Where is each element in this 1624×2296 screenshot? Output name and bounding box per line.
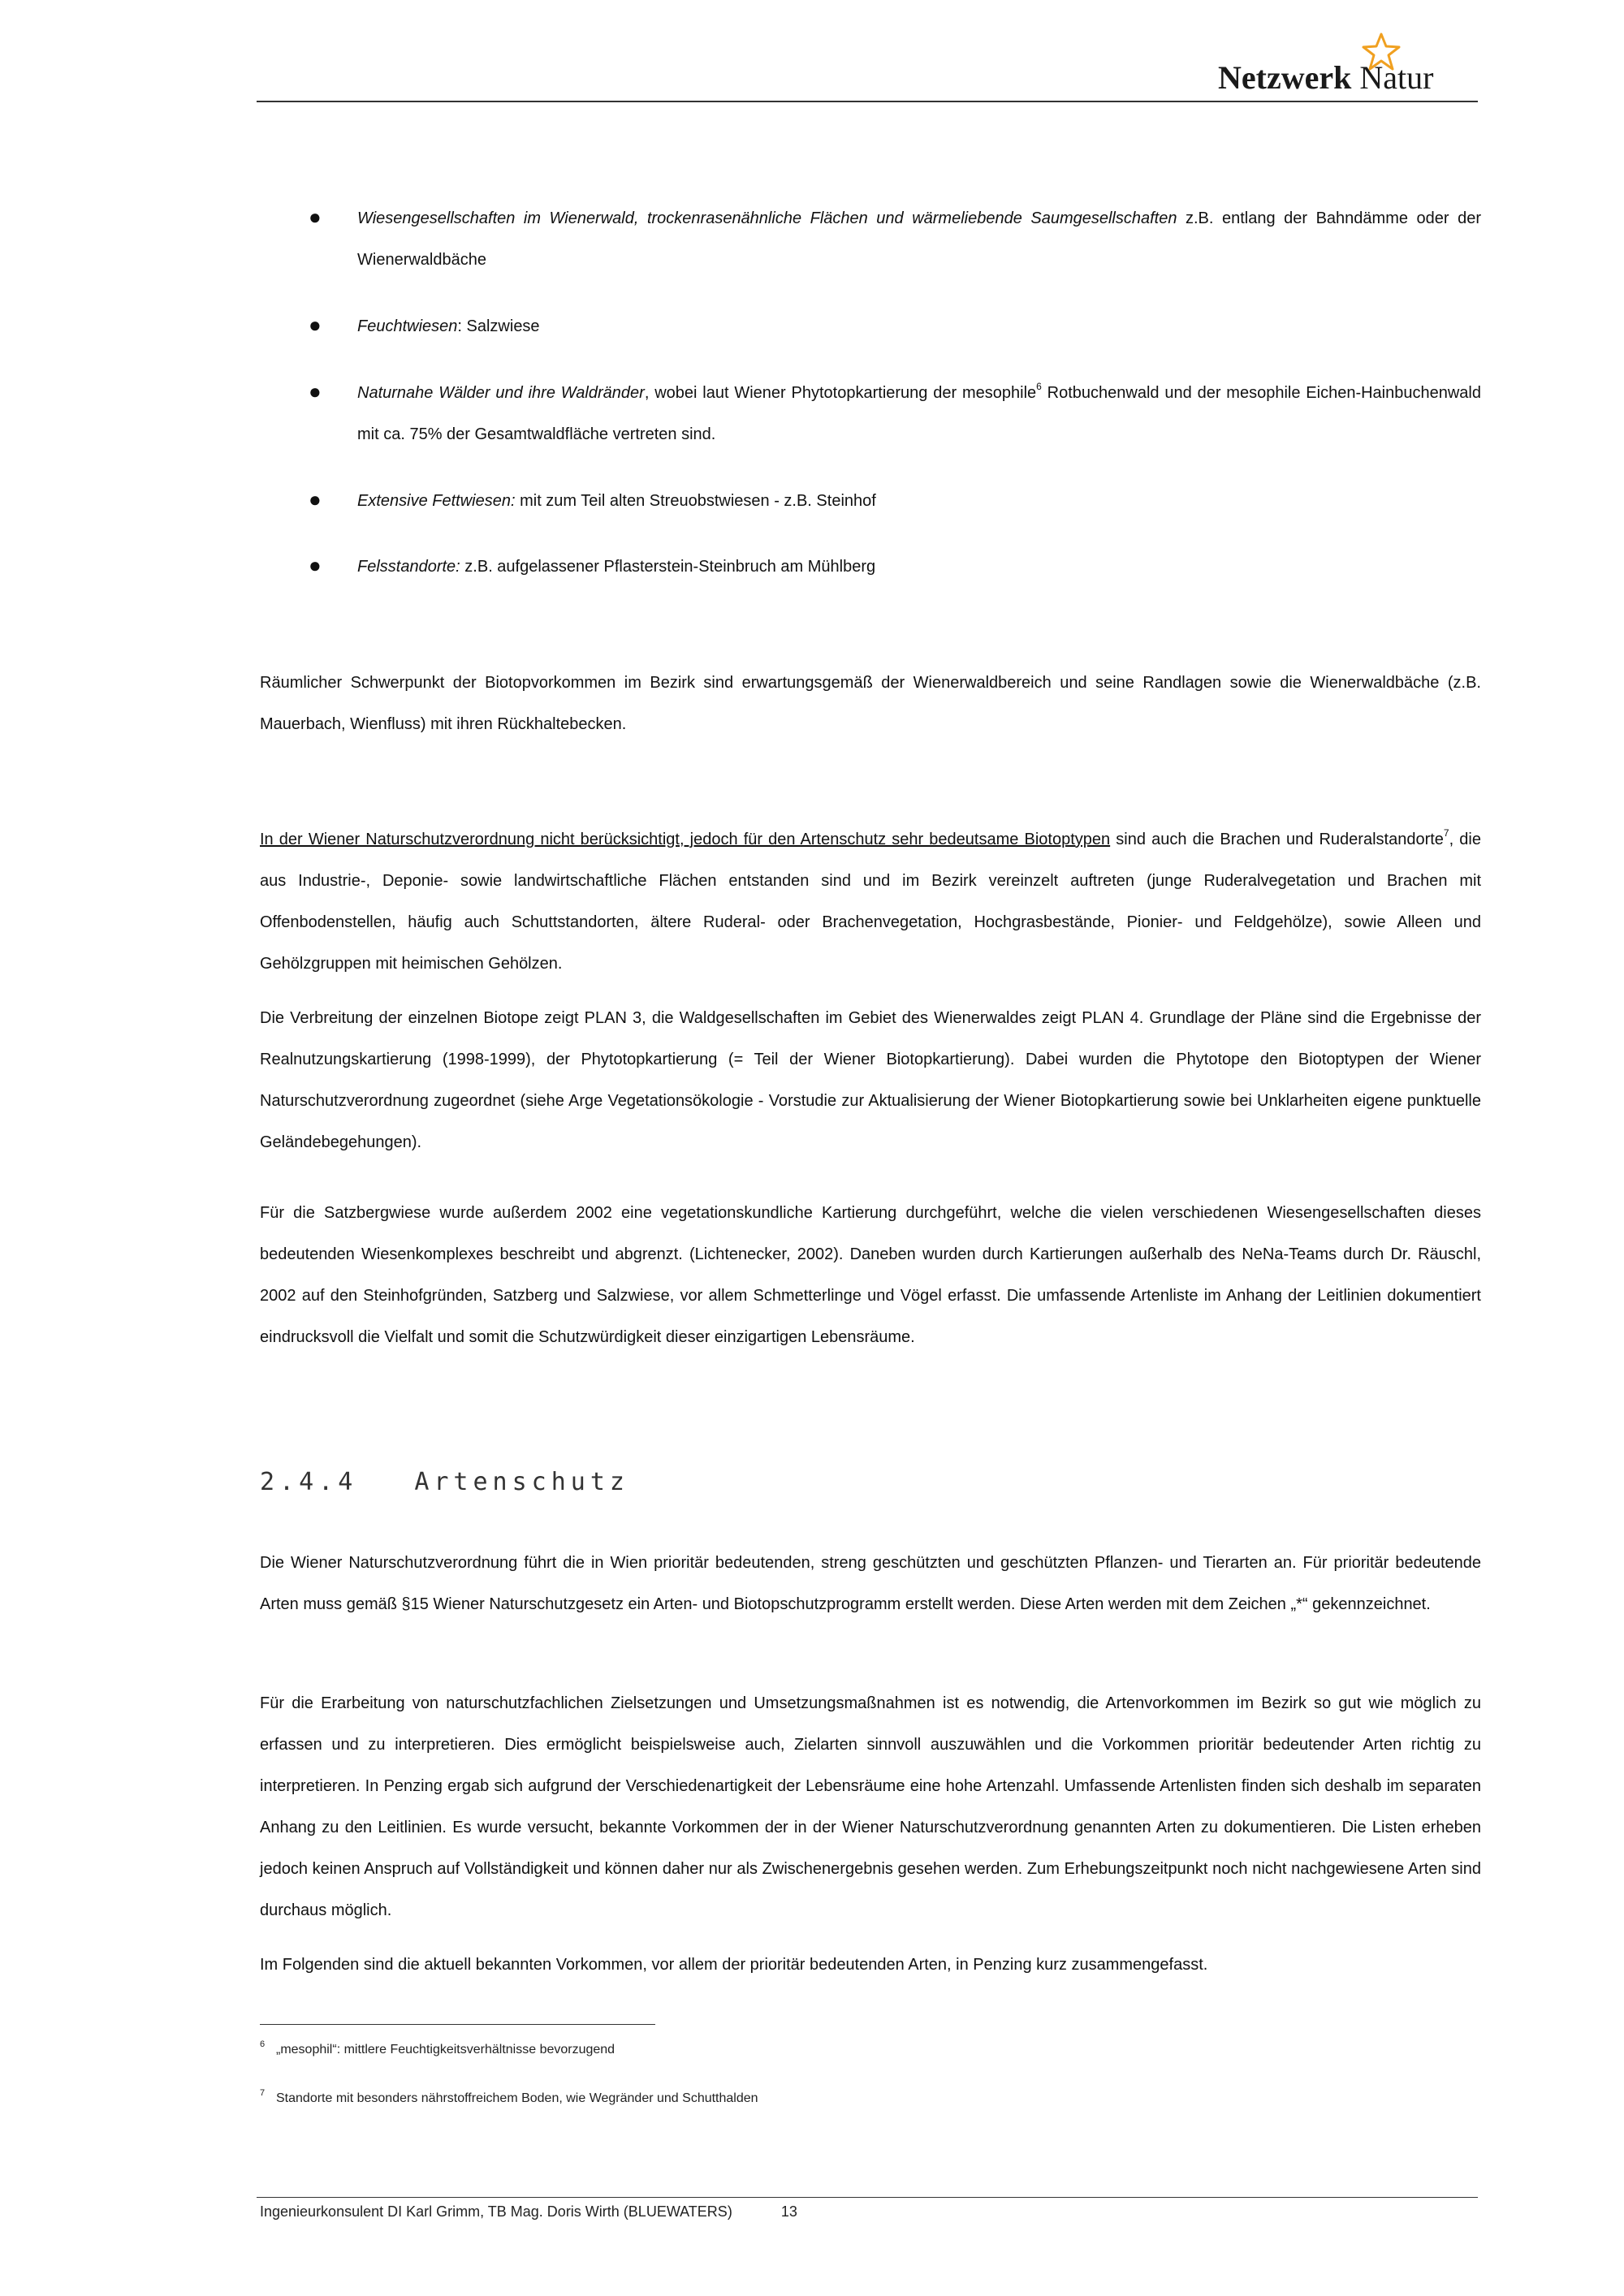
bullet-item-4: Extensive Fettwiesen: mit zum Teil alten Streuobstwiesen - z.B. Steinhof [357, 492, 876, 510]
bullet-dot: ● [309, 487, 322, 511]
paragraph-satzbergwiese: Für die Satzbergwiese wurde außerdem 2002 eine vegetationskundliche Kartierung durchgeführt, welche die vielen verschiedenen Wiesengesellschaften dieses bedeutenden Wiesenkomplexes beschreibt und abgrenzt. (Lichtenecker, 2002). Daneben wurden durch Kartierungen außerhalb des NeNa-Teams durch Dr. Räuschl, 2002 auf den Steinhofgründen, Satzberg und Salzwiese, vor allem Schmetterlinge und Vögel erfasst. Die umfassende Artenliste im Anhang der Leitlinien dokumentiert eindrucksvoll die Vielfalt und somit die Schutzwürdigkeit dieser einzigartigen Lebensräume. [260, 1204, 1481, 1346]
bullet-item-3: Naturnahe Wälder und ihre Waldränder, wobei laut Wiener Phytotopkartierung der mesophile$^6$ Rotbuchenwald und der mesophile Eichen-Hainbuchenwald mit ca. 75% der Gesamtwaldfläche vertreten sind. [357, 381, 1481, 443]
footnote-rule [260, 2024, 655, 2025]
bullet-dot: ● [309, 379, 322, 404]
logo-text: Netzwerk Natur [1218, 59, 1434, 96]
header-rule [257, 101, 1478, 102]
paragraph-naturschutzverordnung: Die Wiener Naturschutzverordnung führt die in Wien prioritär bedeutenden, streng geschützten und geschützten Pflanzen- und Tierarten an. Für prioritär bedeutende Arten muss gemäß §15 Wiener Naturschutzgesetz ein Arten- und Biotopschutzprogramm erstellt werden. Diese Arten werden mit dem Zeichen „*“ gekennzeichnet. [260, 1554, 1481, 1613]
page-number: 13 [780, 2203, 797, 2220]
star-figure-icon [1361, 32, 1402, 71]
paragraph-brachen: In der Wiener Naturschutzverordnung nicht berücksichtigt, jedoch für den Artenschutz sehr bedeutsame Biotoptypen sind auch die Brachen und Ruderalstandorte$^7$, die aus Industrie-, Deponie- sowie landwirtschaftliche Flächen entstanden sind und im Bezirk vereinzelt auftreten (junge Ruderalvegetation und Brachen mit Offenbodenstellen, häufig auch Schuttstandorten, ältere Ruderal- oder Brachenvegetation, Hochgrasbestände, Pionier- und Feldgehölze), sowie Alleen und Gehölzgruppen mit heimischen Gehölzen. [260, 827, 1481, 973]
paragraph-raeumlicher-schwerpunkt: Räumlicher Schwerpunkt der Biotopvorkommen im Bezirk sind erwartungsgemäß der Wienerwaldbereich und seine Randlagen sowie die Wienerwaldbäche (z.B. Mauerbach, Wienfluss) mit ihren Rückhaltebecken. [260, 674, 1481, 733]
bullet-dot: ● [309, 313, 322, 337]
bullet-item-2: Feuchtwiesen: Salzwiese [357, 317, 540, 335]
footer-author: Ingenieurkonsulent DI Karl Grimm, TB Mag. Doris Wirth (BLUEWATERS) [260, 2203, 732, 2220]
bullet-dot: ● [309, 553, 322, 577]
page-footer [260, 2203, 797, 2220]
paragraph-erarbeitung: Für die Erarbeitung von naturschutzfachlichen Zielsetzungen und Umsetzungsmaßnahmen ist es notwendig, die Artenvorkommen im Bezirk so gut wie möglich zu erfassen und zu interpretieren. Dies ermöglicht beispielsweise auch, Zielarten sinnvoll auszuwählen und die Vorkommen prioritär bedeutender Arten richtig zu interpretieren. In Penzing ergab sich aufgrund der Verschiedenartigkeit der Lebensräume eine hohe Artenzahl. Umfassende Artenlisten finden sich deshalb im separaten Anhang zu den Leitlinien. Es wurde versucht, bekannte Vorkommen der in der Wiener Naturschutzverordnung genannten Arten zu dokumentieren. Die Listen erheben jedoch keinen Anspruch auf Vollständigkeit und können daher nur als Zwischenergebnis gesehen werden. Zum Erhebungszeitpunkt noch nicht nachgewiesene Arten sind durchaus möglich. [260, 1694, 1481, 1919]
bullet-item-5: Felsstandorte: z.B. aufgelassener Pflasterstein-Steinbruch am Mühlberg [357, 558, 876, 576]
footnote-7: 7 Standorte mit besonders nährstoffreichem Boden, wie Wegränder und Schutthalden [260, 2088, 758, 2105]
section-heading: 2.4.4 Artenschutz [260, 1468, 629, 1496]
paragraph-im-folgenden: Im Folgenden sind die aktuell bekannten Vorkommen, vor allem der prioritär bedeutenden Arten, in Penzing kurz zusammengefasst. [260, 1956, 1208, 1974]
netzwerk-natur-logo [1218, 32, 1478, 97]
bullet-dot: ● [309, 205, 322, 229]
footer-rule [257, 2197, 1478, 2198]
footnote-6: 6 „mesophil“: mittlere Feuchtigkeitsverhältnisse bevorzugend [260, 2039, 615, 2056]
paragraph-verbreitung: Die Verbreitung der einzelnen Biotope zeigt PLAN 3, die Waldgesellschaften im Gebiet des Wienerwaldes zeigt PLAN 4. Grundlage der Pläne sind die Ergebnisse der Realnutzungskartierung (1998-1999), der Phytotopkartierung (= Teil der Wiener Biotopkartierung). Dabei wurden die Phytotope den Biotoptypen der Wiener Naturschutzverordnung zugeordnet (siehe Arge Vegetationsökologie - Vorstudie zur Aktualisierung der Wiener Biotopkartierung sowie bei Unklarheiten eigene punktuelle Geländebegehungen). [260, 1009, 1481, 1151]
bullet-item-1: Wiesengesellschaften im Wienerwald, trockenrasenähnliche Flächen und wärmeliebende Saumgesellschaften z.B. entlang der Bahndämme oder der Wienerwaldbäche [357, 209, 1481, 269]
